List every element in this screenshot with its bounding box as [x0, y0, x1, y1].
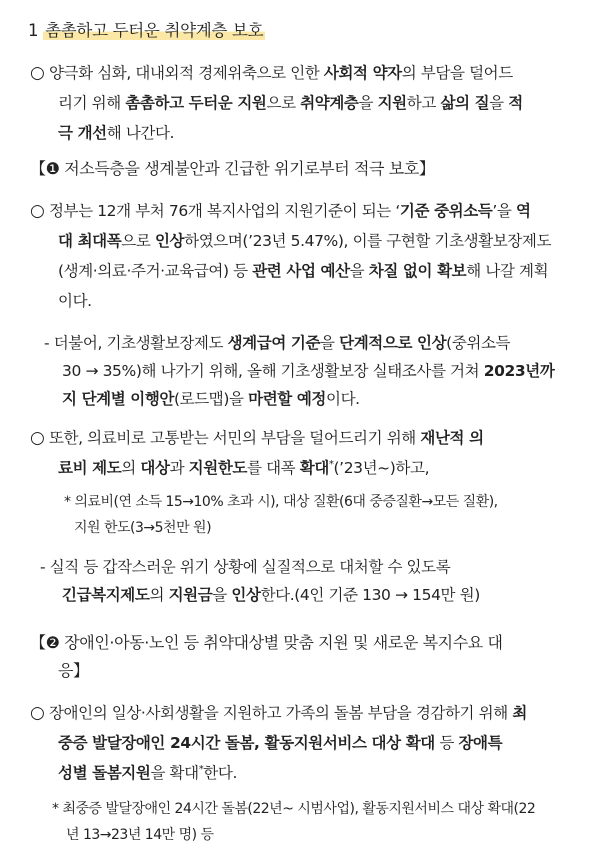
section-heading: [28, 20, 265, 42]
subsection-heading-2-line-2: 응】: [58, 661, 89, 680]
subsection-heading-1: 【❶ 저소득층을 생계불안과 긴급한 위기로부터 적극 보호】: [30, 159, 435, 178]
paragraph-4-line-1: ○ 또한, 의료비로 고통받는 서민의 부담을 덜어드리기 위해 재난적 의: [30, 428, 484, 448]
heading-title: 촘촘하고 두터운 취약계층 보호: [45, 21, 264, 40]
paragraph-3-line-1: - 더불어, 기초생활보장제도 생계급여 기준을 단계적으로 인상(중위소득: [44, 334, 511, 352]
circle-bullet-icon: ○: [30, 201, 45, 221]
paragraph-3-line-3: 지 단계별 이행안(로드맵)을 마련할 예정이다.: [62, 390, 360, 408]
circle-bullet-icon: ○: [30, 703, 45, 723]
paragraph-3-line-2: 30 → 35%)해 나가기 위해, 올해 기초생활보장 실태조사를 거쳐 2023년까: [62, 362, 555, 380]
footnote-2-line-2: 년 13→23년 14만 명) 등: [66, 827, 214, 843]
paragraph-2-line-3: (생계·의료·주거·교육급여) 등 관련 사업 예산을 차질 없이 확보해 나갈 계획: [58, 262, 549, 280]
paragraph-1-line-2: 리기 위해 촘촘하고 두터운 지원으로 취약계층을 지원하고 삶의 질을 적: [58, 94, 523, 112]
subsection-heading-2-line-1: 【❷ 장애인·아동·노인 등 취약대상별 맞춤 지원 및 새로운 복지수요 대: [30, 633, 503, 652]
paragraph-6-line-1: ○ 장애인의 일상·사회생활을 지원하고 가족의 돌봄 부담을 경감하기 위해 최: [30, 703, 527, 723]
paragraph-1-line-3: 극 개선해 나간다.: [58, 124, 175, 142]
footnote-1-line-1: * 의료비(연 소득 15→10% 초과 시), 대상 질환(6대 중증질환→모든 질환),: [64, 494, 498, 510]
paragraph-5-line-2: 긴급복지제도의 지원금을 인상한다.(4인 기준 130 → 154만 원): [62, 586, 480, 604]
paragraph-2-line-4: 이다.: [58, 292, 92, 310]
footnote-1-line-2: 지원 한도(3→5천만 원): [74, 520, 212, 536]
heading-number: 1: [28, 21, 39, 40]
circle-bullet-icon: ○: [30, 428, 45, 448]
paragraph-4-line-2: 료비 제도의 대상과 지원한도를 대폭 확대*(’23년~)하고,: [58, 458, 430, 477]
paragraph-5-line-1: - 실직 등 갑작스러운 위기 상황에 실질적으로 대처할 수 있도록: [40, 558, 451, 576]
circle-bullet-icon: ○: [30, 63, 45, 83]
paragraph-2-line-2: 대 최대폭으로 인상하였으며(’23년 5.47%), 이를 구현할 기초생활보장제도: [58, 232, 552, 250]
paragraph-1-line-1: ○ 양극화 심화, 대내외적 경제위축으로 인한 사회적 약자의 부담을 덜어드: [30, 63, 513, 83]
paragraph-6-line-3: 성별 돌봄지원을 확대*한다.: [58, 763, 237, 782]
footnote-2-line-1: * 최중증 발달장애인 24시간 돌봄(22년~ 시범사업), 활동지원서비스 대상 확대(22: [52, 801, 536, 817]
paragraph-2-line-1: ○ 정부는 12개 부처 76개 복지사업의 지원기준이 되는 ‘기준 중위소득’을 역: [30, 201, 531, 221]
paragraph-6-line-2: 중증 발달장애인 24시간 돌봄, 활동지원서비스 대상 확대 등 장애특: [58, 734, 503, 752]
